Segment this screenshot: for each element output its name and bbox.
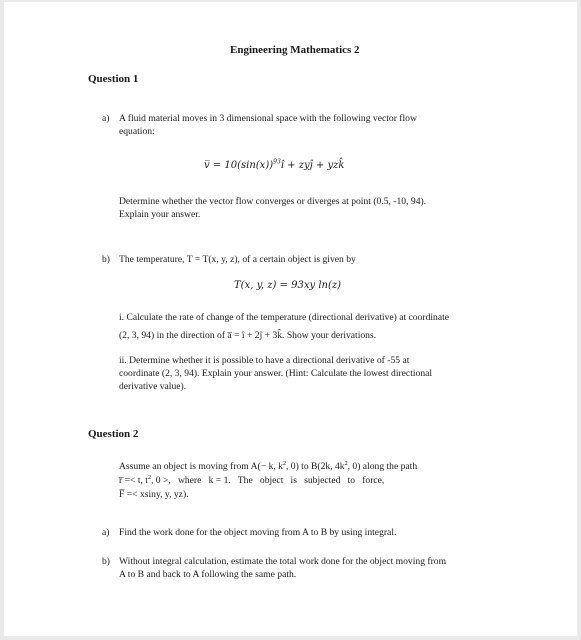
question-2-heading: Question 2 xyxy=(88,428,139,440)
q1a-text xyxy=(119,112,497,138)
q1b-ii-line-2: coordinate (2, 3, 94). Explain your answer. (Hint: Calculate the lowest directional xyxy=(119,368,433,379)
q2-intro-line-1 xyxy=(119,460,497,474)
q2-intro-line-2 xyxy=(119,474,497,488)
q1a-label: a) xyxy=(102,113,110,124)
page-title: Engineering Mathematics 2 xyxy=(230,44,360,56)
q2b-line-2: A to B and back to A following the same path. xyxy=(119,569,297,580)
q2b-text xyxy=(119,555,497,581)
q2-intro xyxy=(119,460,497,502)
q2-intro-line-2-a: r̅ =< t, t xyxy=(119,475,148,486)
q1b-part-ii xyxy=(119,354,497,393)
q1a-line-4: Explain your answer. xyxy=(119,209,201,220)
q2a-text: Find the work done for the object moving from A to B by using integral. xyxy=(119,527,397,538)
q2-intro-line-1-e: , 0) along the path xyxy=(347,461,418,472)
question-1-heading: Question 1 xyxy=(88,73,139,85)
q1a-question xyxy=(119,195,497,221)
q1b-equation: T(x, y, z) = 93xy ln(z) xyxy=(234,280,342,291)
q1a-line-1: A fluid material moves in 3 dimensional space with the following vector flow xyxy=(119,113,417,124)
q2a-label: a) xyxy=(102,527,110,538)
q2-intro-line-2-c: , 0 >, where k = 1. The object is subjected to force, xyxy=(150,475,385,486)
q2b-label: b) xyxy=(102,556,110,567)
q1a-equation-tail: î + zyĵ + yzk̂ xyxy=(280,160,345,171)
q1a-equation xyxy=(204,160,344,171)
q1a-equation-exponent: 93 xyxy=(273,158,281,166)
q2-intro-line-1-sup-1: 2 xyxy=(282,460,286,467)
q1b-line-1: The temperature, T = T(x, y, z), of a certain object is given by xyxy=(119,254,356,265)
q2-intro-line-1-sup-2: 2 xyxy=(344,460,348,467)
q1a-line-2: equation: xyxy=(119,126,155,137)
q1a-equation-main: v̅ = 10(sin(x)) xyxy=(204,160,274,171)
q1b-ii-line-1: ii. Determine whether it is possible to have a directional derivative of -55 at xyxy=(119,355,410,366)
q1a-line-3: Determine whether the vector flow converges or diverges at point (0.5, -10, 94). xyxy=(119,196,427,207)
q1b-label: b) xyxy=(102,254,110,265)
q2b-line-1: Without integral calculation, estimate the total work done for the object moving from xyxy=(119,556,447,567)
q2-intro-line-1-a: Assume an object is moving from A(− k, k xyxy=(119,461,283,472)
q2-intro-line-3: F̅ =< xsiny, y, yz). xyxy=(119,489,189,500)
q1b-part-i xyxy=(119,309,497,345)
q2-intro-line-2-sup: 2 xyxy=(147,474,151,481)
q2-intro-line-1-c: , 0) to B(2k, 4k xyxy=(285,461,345,472)
q1b-i-line-2: (2, 3, 94) in the direction of a̅ = î + 2ĵ + 3k̂. Show your derivations. xyxy=(119,330,377,341)
q1b-i-line-1: i. Calculate the rate of change of the temperature (directional derivative) at coordinate xyxy=(119,312,450,323)
q1b-ii-line-3: derivative value). xyxy=(119,381,187,392)
document-page xyxy=(4,2,577,636)
